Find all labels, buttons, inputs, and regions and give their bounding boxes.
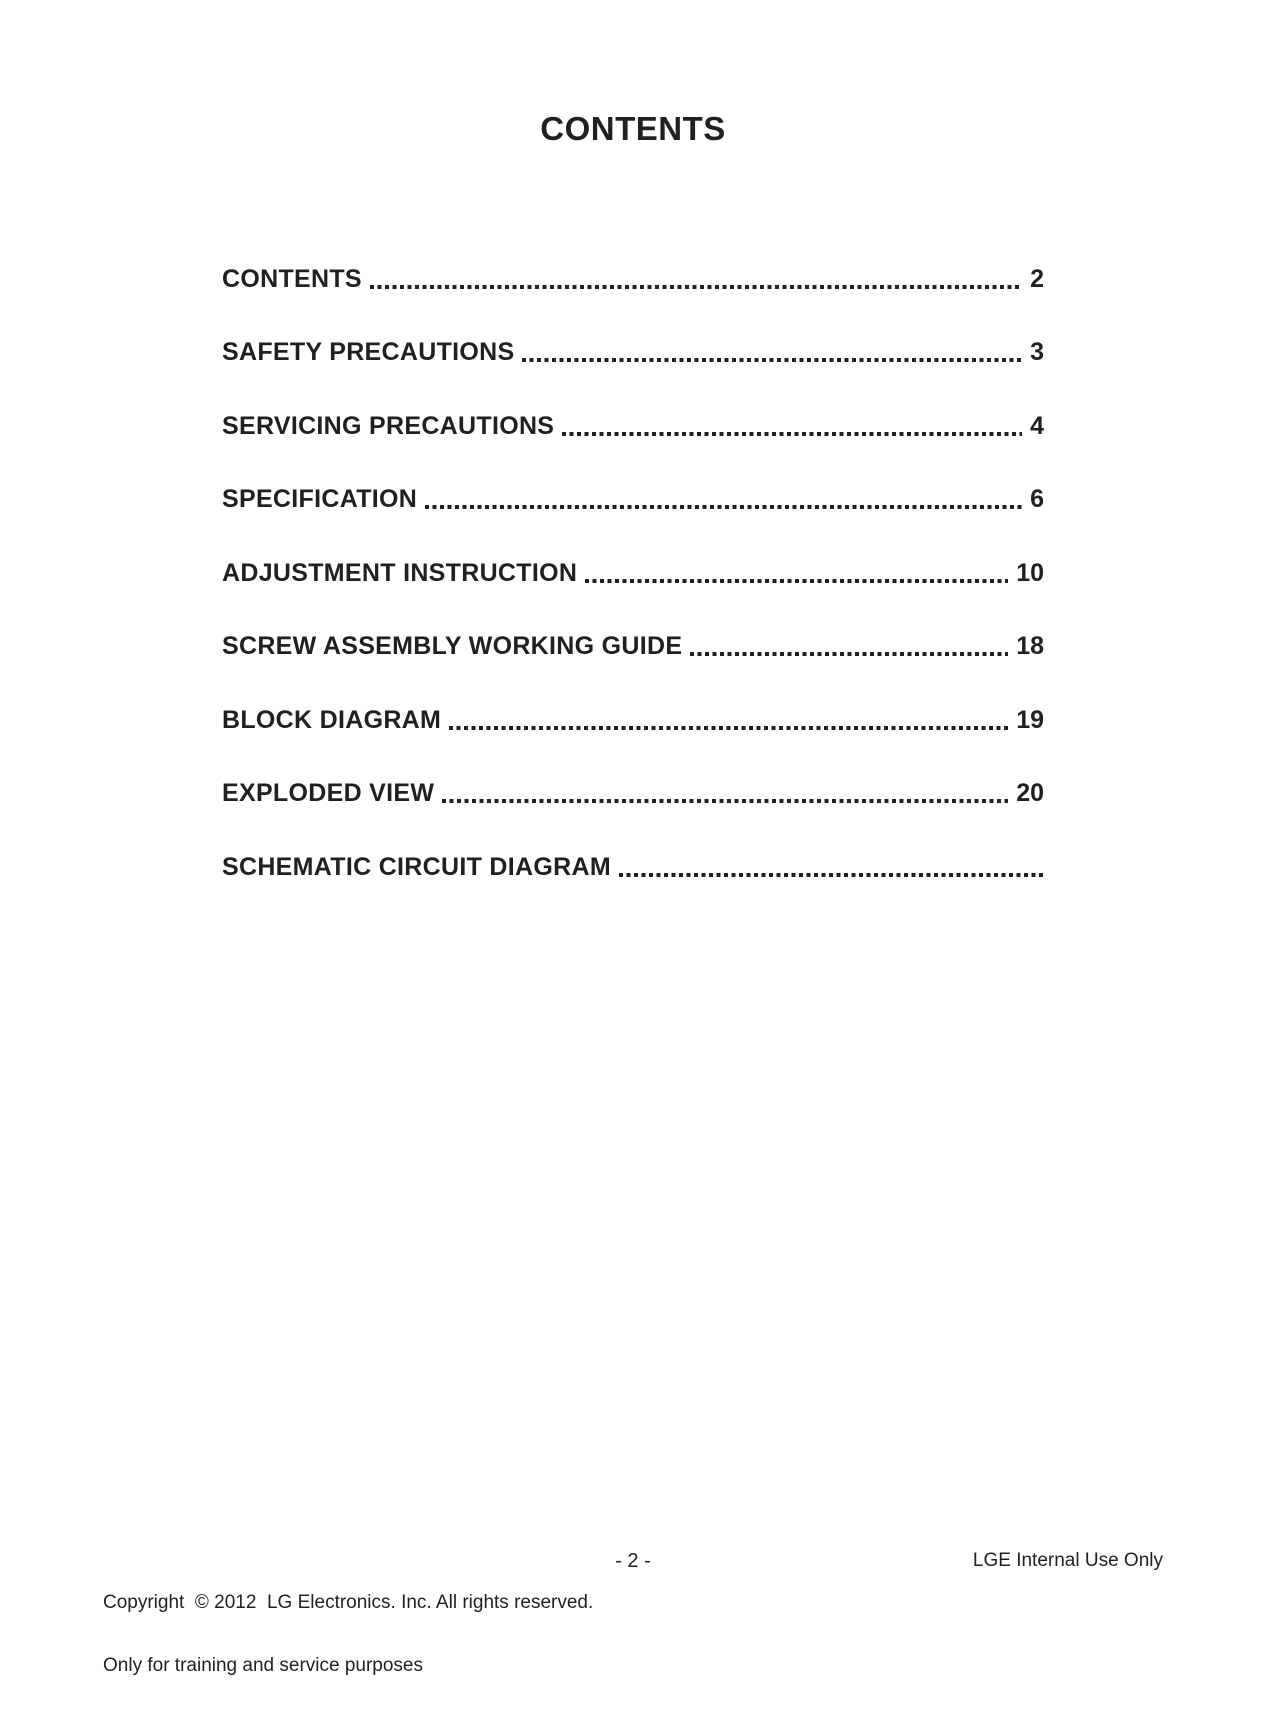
toc-page-number: 3 <box>1030 338 1044 366</box>
dot-leader <box>690 652 1008 656</box>
toc-entry-label: BLOCK DIAGRAM <box>222 705 442 734</box>
dot-leader <box>619 873 1044 877</box>
footer-copyright-line2: Only for training and service purposes <box>103 1655 423 1676</box>
toc-row <box>222 808 1044 882</box>
toc-row <box>222 220 1044 294</box>
toc-page-number: 20 <box>1016 779 1044 807</box>
toc-row <box>222 735 1044 809</box>
toc-page-number: 4 <box>1030 411 1044 440</box>
toc-entry-label: SCHEMATIC CIRCUIT DIAGRAM <box>222 852 611 881</box>
toc-row <box>222 514 1044 588</box>
dot-leader <box>562 432 1022 436</box>
toc-entry-label: SPECIFICATION <box>222 485 418 513</box>
dot-leader <box>522 358 1022 362</box>
footer-copyright <box>103 1550 593 1718</box>
toc-row <box>222 441 1044 515</box>
toc-entry-label: EXPLODED VIEW <box>222 779 435 807</box>
page-title: CONTENTS <box>540 110 726 147</box>
toc-entry-label: SCREW ASSEMBLY WORKING GUIDE <box>222 632 683 660</box>
dot-leader <box>425 505 1022 509</box>
toc-page-number: 18 <box>1016 632 1044 660</box>
dot-leader <box>442 799 1008 803</box>
toc-row <box>222 661 1044 735</box>
toc-entry-label: SERVICING PRECAUTIONS <box>222 411 555 440</box>
dot-leader <box>585 579 1008 583</box>
toc-page-number: 6 <box>1030 485 1044 513</box>
table-of-contents <box>222 220 1044 882</box>
toc-entry-label: SAFETY PRECAUTIONS <box>222 338 515 366</box>
toc-row <box>222 367 1044 441</box>
footer-copyright-line1: Copyright © 2012 LG Electronics. Inc. All rights reserved. <box>103 1592 594 1613</box>
toc-row <box>222 294 1044 368</box>
toc-entry-label: ADJUSTMENT INSTRUCTION <box>222 558 578 587</box>
toc-row <box>222 588 1044 662</box>
dot-leader <box>370 285 1022 289</box>
toc-page-number: 19 <box>1016 705 1044 734</box>
footer-page-number: - 2 - <box>615 1550 651 1572</box>
dot-leader <box>449 726 1008 730</box>
toc-entry-label: CONTENTS <box>222 264 362 293</box>
toc-page-number: 10 <box>1016 558 1044 587</box>
toc-page-number: 2 <box>1030 264 1044 293</box>
footer-internal-use-note: LGE Internal Use Only <box>972 1550 1163 1571</box>
